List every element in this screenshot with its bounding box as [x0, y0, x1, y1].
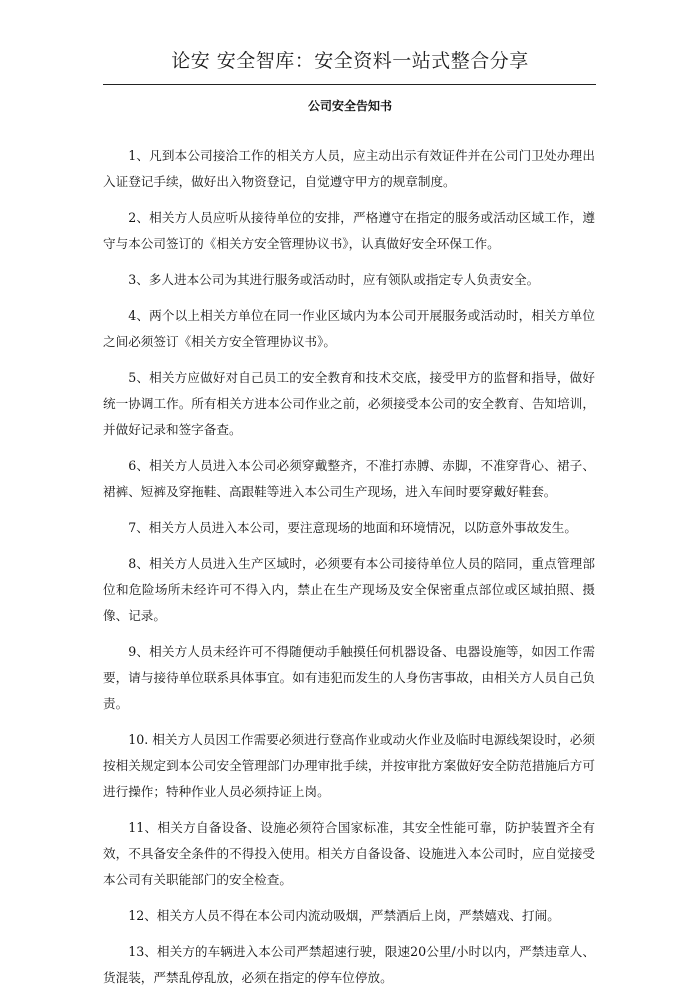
paragraph-9: 9、相关方人员未经许可不得随便动手触摸任何机器设备、电器设施等，如因工作需要，请与接待单位联系具体事宜。如有违犯而发生的人身伤害事故，由相关方人员自己负责。 [103, 644, 595, 711]
paragraph-2: 2、相关方人员应听从接待单位的安排，严格遵守在指定的服务或活动区域工作，遵守与本公司签订的《相关方安全管理协议书》，认真做好安全环保工作。 [103, 210, 595, 251]
page-header-title: 论安 安全智库：安全资料一站式整合分享 [171, 50, 529, 72]
paragraph-1: 1、凡到本公司接洽工作的相关方人员，应主动出示有效证件并在公司门卫处办理出入证登记手续，做好出入物资登记，自觉遵守甲方的规章制度。 [103, 148, 595, 189]
paragraph-7: 7、相关方人员进入本公司，要注意现场的地面和环境情况，以防意外事故发生。 [128, 520, 577, 535]
paragraph-12: 12、相关方人员不得在本公司内流动吸烟，严禁酒后上岗，严禁嬉戏、打闹。 [128, 908, 560, 923]
paragraph-5: 5、相关方应做好对自己员工的安全教育和技术交底，接受甲方的监督和指导，做好统一协调工作。所有相关方进本公司作业之前，必须接受本公司的安全教育、告知培训，并做好记录和签字备查。 [103, 370, 595, 437]
document-title: 公司安全告知书 [307, 99, 392, 113]
paragraph-10: 10. 相关方人员因工作需要必须进行登高作业或动火作业及临时电源线架设时，必须按相关规定到本公司安全管理部门办理审批手续，并按审批方案做好安全防范措施后方可进行操作；特种作业人员必须持证上岗。 [103, 732, 595, 799]
paragraph-8: 8、相关方人员进入生产区域时，必须要有本公司接待单位人员的陪同，重点管理部位和危险场所未经许可不得入内，禁止在生产现场及安全保密重点部位或区域拍照、摄像、记录。 [103, 556, 595, 623]
paragraph-4: 4、两个以上相关方单位在同一作业区域内为本公司开展服务或活动时，相关方单位之间必须签订《相关方安全管理协议书》。 [103, 308, 595, 349]
header-divider [103, 84, 596, 85]
paragraph-3: 3、多人进本公司为其进行服务或活动时，应有领队或指定专人负责安全。 [128, 272, 540, 287]
paragraph-6: 6、相关方人员进入本公司必须穿戴整齐，不准打赤膊、赤脚，不准穿背心、裙子、裙裤、短裤及穿拖鞋、高跟鞋等进入本公司生产现场，进入车间时要穿戴好鞋套。 [103, 458, 595, 499]
document-body [103, 143, 595, 1001]
paragraph-11: 11、相关方自备设备、设施必须符合国家标准，其安全性能可靠，防护装置齐全有效，不具备安全条件的不得投入使用。相关方自备设备、设施进入本公司时，应自觉接受本公司有关职能部门的安全检查。 [103, 820, 595, 887]
paragraph-13: 13、相关方的车辆进入本公司严禁超速行驶，限速20公里/小时以内，严禁违章人、货混装，严禁乱停乱放，必须在指定的停车位停放。 [103, 944, 595, 985]
